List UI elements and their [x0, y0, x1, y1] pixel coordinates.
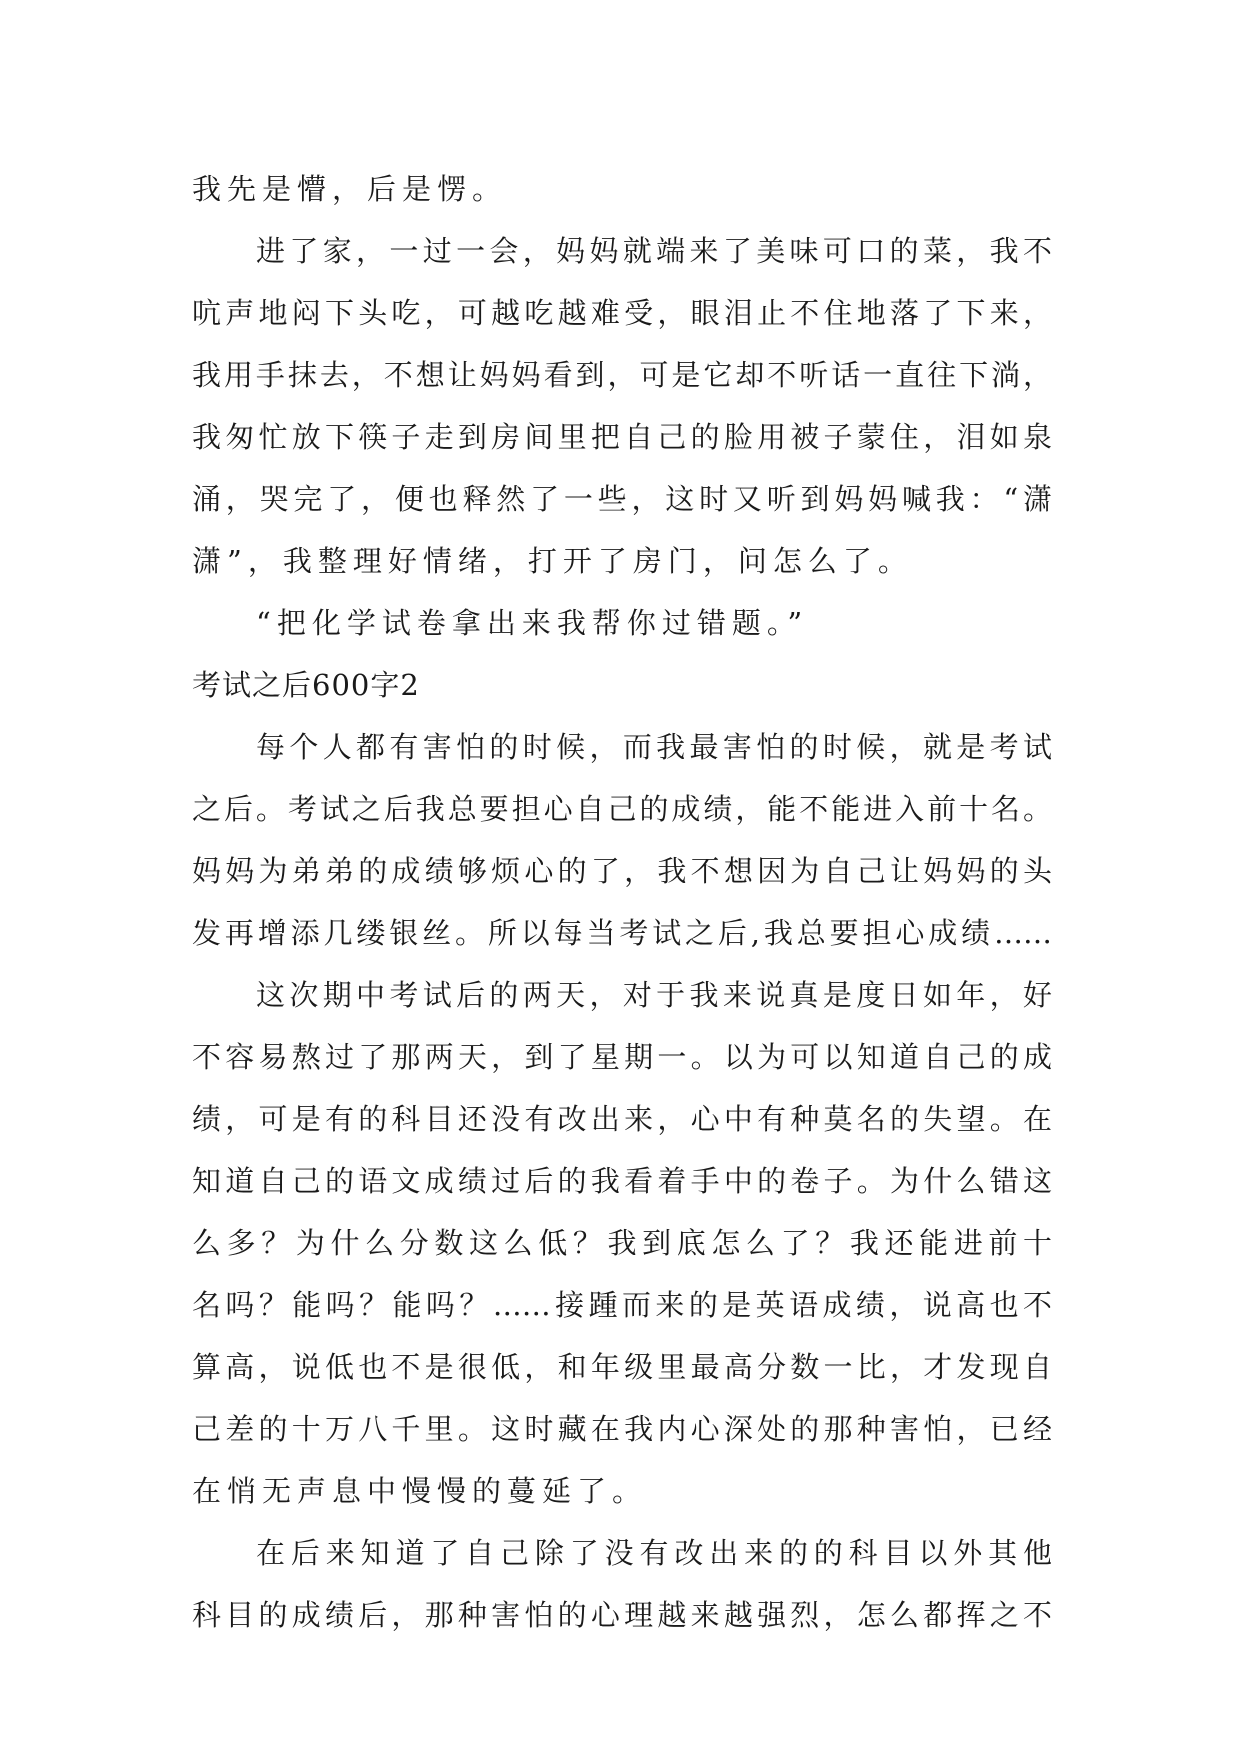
- paragraph-line: 己差的十万八千里。这时藏在我内心深处的那种害怕，已经: [192, 1412, 1052, 1446]
- paragraph-line: 妈妈为弟弟的成绩够烦心的了，我不想因为自己让妈妈的头: [192, 854, 1052, 888]
- paragraph-line: 我匆忙放下筷子走到房间里把自己的脸用被子蒙住，泪如泉: [192, 420, 1052, 454]
- paragraph-line: 么多？为什么分数这么低？我到底怎么了？我还能进前十: [192, 1226, 1052, 1260]
- paragraph-line: 发再增添几缕银丝。所以每当考试之后,我总要担心成绩……: [192, 916, 1052, 950]
- paragraph-line: 名吗？能吗？能吗？……接踵而来的是英语成绩，说高也不: [192, 1288, 1052, 1322]
- paragraph-line: 吭声地闷下头吃，可越吃越难受，眼泪止不住地落了下来，: [192, 296, 1052, 330]
- paragraph-line: 涌，哭完了，便也释然了一些，这时又听到妈妈喊我：“潇: [192, 482, 1052, 516]
- paragraph-line: 绩，可是有的科目还没有改出来，心中有种莫名的失望。在: [192, 1102, 1052, 1136]
- document-page: [192, 158, 1052, 1646]
- paragraph-line: “把化学试卷拿出来我帮你过错题。”: [256, 606, 809, 640]
- paragraph-line: 进了家，一过一会，妈妈就端来了美味可口的菜，我不: [256, 234, 1052, 268]
- paragraph-line: 我用手抹去，不想让妈妈看到，可是它却不听话一直往下淌，: [192, 358, 1052, 392]
- paragraph-line: 这次期中考试后的两天，对于我来说真是度日如年，好: [256, 978, 1052, 1012]
- paragraph-line: 不容易熬过了那两天，到了星期一。以为可以知道自己的成: [192, 1040, 1052, 1074]
- paragraph-line: 知道自己的语文成绩过后的我看着手中的卷子。为什么错这: [192, 1164, 1052, 1198]
- paragraph-line: 之后。考试之后我总要担心自己的成绩，能不能进入前十名。: [192, 792, 1052, 826]
- section-heading: 考试之后600字2: [192, 668, 420, 702]
- paragraph-line: 我先是懵，后是愣。: [192, 172, 508, 206]
- paragraph-line: 在悄无声息中慢慢的蔓延了。: [192, 1474, 648, 1508]
- paragraph-line: 在后来知道了自己除了没有改出来的的科目以外其他: [256, 1536, 1052, 1570]
- paragraph-line: 科目的成绩后，那种害怕的心理越来越强烈，怎么都挥之不: [192, 1598, 1052, 1632]
- paragraph-line: 每个人都有害怕的时候，而我最害怕的时候，就是考试: [256, 730, 1052, 764]
- paragraph-line: 潇”，我整理好情绪，打开了房门，问怎么了。: [192, 544, 913, 578]
- paragraph-line: 算高，说低也不是很低，和年级里最高分数一比，才发现自: [192, 1350, 1052, 1384]
